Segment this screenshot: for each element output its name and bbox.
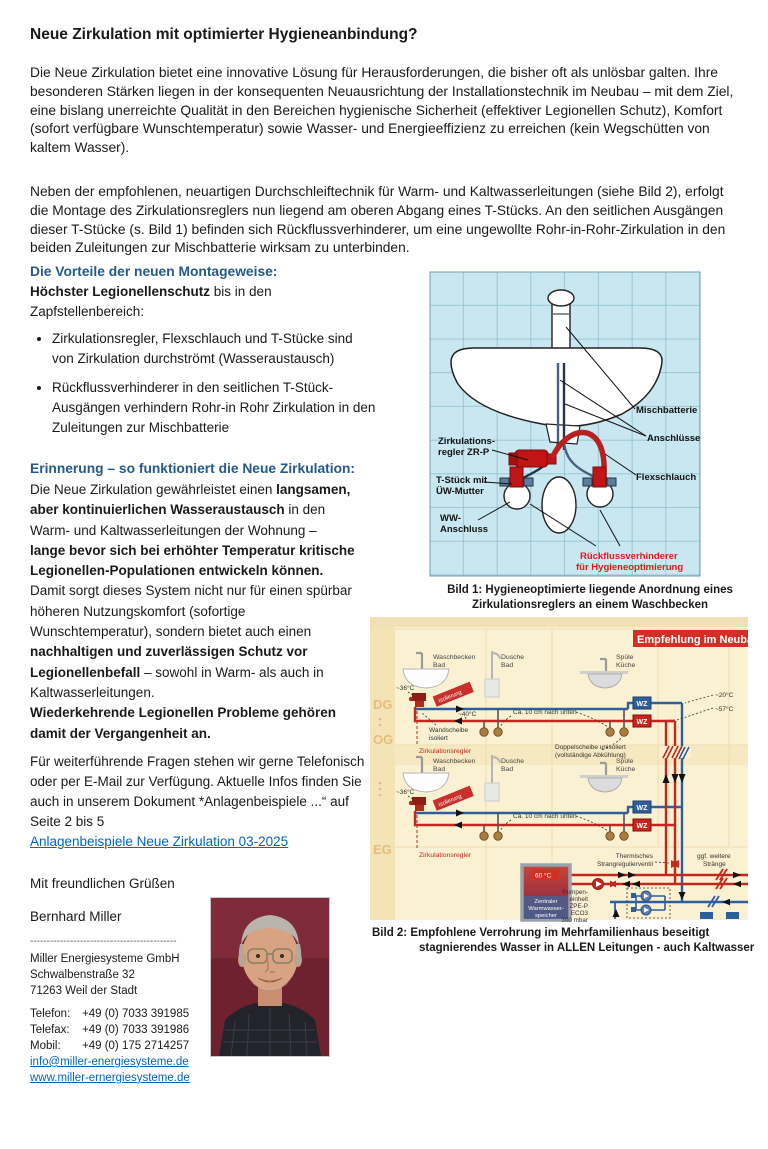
wz-label: WZ [636, 701, 648, 708]
label-waschbecken: Waschbecken [433, 654, 476, 661]
closing-greeting: Mit freundlichen Grüßen [30, 875, 175, 891]
label-spuele: Spüle [616, 758, 634, 765]
weblinks-block [30, 1054, 378, 1086]
label-isoliert: isoliert [429, 735, 448, 742]
eye [280, 954, 284, 958]
label-kueche: Küche [616, 662, 636, 669]
label-einheit: einheit [569, 896, 588, 903]
label-waschbecken-bad: Bad [433, 766, 446, 773]
label-eco3: ECO3 [570, 910, 588, 917]
label-rueckflussverhinderer-2: für Hygieneoptimierung [576, 562, 684, 573]
bild1-washbasin-diagram [430, 272, 700, 576]
portrait-photo [210, 897, 330, 1057]
label-dusche-bad: Bad [501, 662, 514, 669]
floor-label-dg: DG [373, 697, 393, 712]
label-tstueck-2: ÜW-Mutter [436, 486, 484, 497]
label-kueche: Küche [616, 766, 636, 773]
wz-label: WZ [636, 805, 648, 812]
contact-paragraph [30, 752, 378, 852]
valve-icon [480, 728, 488, 736]
label-rueckflussverhinderer: Rückflussverhinderer [580, 551, 678, 562]
bild1-caption-line2: Zirkulationsreglers an einem Waschbecken [471, 599, 709, 611]
label-waschbecken: Waschbecken [433, 758, 476, 765]
anlagenbeispiele-link[interactable]: Anlagenbeispiele Neue Zirkulation 03-2025 [30, 833, 289, 849]
valve-icon [494, 728, 502, 736]
phone-label: Mobil: [30, 1039, 61, 1052]
floor-band [370, 627, 395, 920]
montage-paragraph: Neben der empfohlenen, neuartigen Durchschleiftechnik für Warm- und Kaltwasserleitungen (siehe Bild 2), erfolgt die Montage des Zirkulationsreglers nun liegend am oberen Abgang eines T-Stücks. An den seitlichen Ausgängen dieser T-Stücke (s. Bild 1) befinden sich Rückflussverhinderer, um eine ungewollte Rohr-in-Rohr-Zirkulation in den beiden Zuleitungen zur Mischbatterie wirksam zu unterbinden. [30, 184, 726, 256]
erinnerung-paragraph: Die Neue Zirkulation gewährleistet einen langsamen, aber kontinuierlichen Wasseraustausch in den Warm- und Kaltwasserleitungen der Wohnung – lange bevor sich bei erhöhter Temperatur kritische Legionellen-Populationen entwickeln können. Damit sorgt dieses System nicht nur für einen spürbar höheren Nutzungskomfort (sofortige Wunschtemperatur), sondern bietet auch einen nachhaltigen und zuverlässigen Schutz vor Legionellenbefall – sowohl in Warm- als auch in Kaltwasserleitungen. Wiederkehrende Legionellen Probleme gehören damit der Vergangenheit an. [30, 482, 355, 741]
top-strip [370, 617, 748, 627]
valve-icon [494, 832, 502, 840]
bild2-caption-line1: Bild 2: Empfohlene Verrohrung im Mehrfamilienhaus beseitigt [372, 927, 710, 939]
phone-value: +49 (0) 7033 391986 [82, 1023, 190, 1036]
label-300mbar: 300 mbar [561, 917, 588, 924]
label-zirkulationsregler-2: regler ZR-P [438, 447, 490, 458]
sticker-text: Isolierung [437, 793, 463, 809]
shower-panel [485, 679, 499, 697]
phone-label: Telefax: [30, 1023, 70, 1036]
signature-name: Bernhard Miller [30, 908, 122, 924]
sticker-text: Isolierung [437, 689, 463, 705]
label-temp36: ~36°C [396, 685, 415, 692]
label-dusche: Dusche [501, 654, 525, 661]
label-doppelscheibe: Doppelscheibe unisoliert [555, 744, 626, 751]
vorteile-sub-bold: Höchster Legionellenschutz [30, 284, 211, 299]
label-temp40: ~40°C [458, 711, 477, 718]
label-60c: 60 °C [535, 872, 552, 880]
valve-icon [606, 728, 614, 736]
bild2-caption-line2: stagnierendes Wasser in ALLEN Leitungen - auch Kaltwasser [419, 942, 755, 954]
label-ww-anschluss: WW- [440, 513, 461, 524]
banner-label: Empfehlung im Neubau [637, 634, 760, 646]
vorteile-heading: Die Vorteile der neuen Montageweise: [30, 264, 278, 279]
contact-text: Für weiterführende Fragen stehen wir gerne Telefonisch oder per E-Mail zur Verfügung. Aktuelle Infos finden Sie auch in unserem Dokument *Anlagenbeispiele ...“ auf Seite 2 bis 5 [30, 753, 365, 829]
bild1-caption-line1: Bild 1: Hygieneoptimierte liegende Anordnung eines [447, 584, 733, 596]
company-city: 71263 Weil der Stadt [30, 984, 138, 997]
shower-panel [485, 783, 499, 801]
valve-icon [480, 832, 488, 840]
floor-label-og: OG [373, 732, 394, 747]
label-flexschlauch: Flexschlauch [636, 472, 697, 483]
bild2-caption [372, 926, 762, 956]
label-speicher-3: speicher [535, 913, 557, 919]
label-waschbecken-bad: Bad [433, 662, 446, 669]
benefit-item: • Rückflussverhinderer in den seitlichen T-Stück-Ausgängen verhindern Rohr-in Rohr Zirkulation in den Zuleitungen zur Mischbatterie [52, 378, 378, 438]
benefit-item: • Zirkulationsregler, Flexschlauch und T-Stücke sind von Zirkulation durchströmt (Wasseraustausch) [52, 329, 378, 369]
label-speicher-1: Zentraler [534, 899, 558, 905]
wz-label: WZ [636, 719, 648, 726]
eye [256, 954, 260, 958]
website-link[interactable]: www.miller-ernergiesysteme.de [30, 1071, 190, 1084]
label-dusche-bad: Bad [501, 766, 514, 773]
valve-icon [620, 728, 628, 736]
label-straenge: Stränge [703, 861, 726, 868]
phone-value: +49 (0) 7033 391985 [82, 1007, 190, 1020]
label-zirkulationsregler: Zirkulationsregler [419, 748, 472, 755]
label-mischbatterie: Mischbatterie [636, 405, 698, 416]
label-abkuehlung: (vollständige Abkühlung) [555, 752, 626, 759]
label-pumpen: Pumpen- [562, 889, 588, 896]
label-dusche: Dusche [501, 758, 525, 765]
intro-paragraph: Die Neue Zirkulation bietet eine innovative Lösung für Herausforderungen, die bisher oft als unlösbar galten. Ihre besonderen Stärken liegen in der konsequenten Neuausrichtung der Installationstechnik im Neubau – mit dem Ziel, eine bislang unerreichte Qualität in den Bereichen hygienische Sicherheit (effektiver Legionellen Schutz), Komfort (sofort verfügbare Wunschtemperatur) sowie Wasser- und Energieeffizienz zu erreichen (kein Wegschütten von kaltem Wasser). [30, 65, 734, 156]
label-anschluesse: Anschlüsse [647, 433, 701, 444]
siphon-column [542, 477, 576, 533]
label-speicher-2: Warmwasser- [528, 906, 564, 912]
bild2-piping-diagram [370, 617, 760, 924]
label-temp57: ~57°C [715, 706, 734, 713]
label-temp36: ~36°C [396, 789, 415, 796]
wz-label: WZ [636, 823, 648, 830]
bild1-caption [423, 583, 757, 613]
label-temp20: ~20°C [715, 692, 734, 699]
vorteile-sub-rest: bis in den Zapfstellenbereich: [30, 284, 272, 319]
label-strangregulierventil: Strangregulierventil [596, 861, 653, 868]
phone-value: +49 (0) 175 2714257 [82, 1039, 190, 1052]
label-zpep: ZPE-P [569, 903, 588, 910]
label-tstueck: T-Stück mit [436, 475, 488, 486]
company-name: Miller Energiesysteme GmbH [30, 952, 180, 965]
divider-dashes: -------------------------------------------- [30, 935, 177, 947]
label-ca10cm: Ca. 10 cm nach unten [513, 709, 577, 716]
label-ww-anschluss-2: Anschluss [440, 524, 489, 535]
label-zirkulationsregler: Zirkulationsregler [419, 852, 472, 859]
label-spuele: Spüle [616, 654, 634, 661]
label-zirkulationsregler: Zirkulations- [438, 436, 496, 447]
erinnerung-heading: Erinnerung – so funktioniert die Neue Zirkulation: [30, 461, 356, 476]
valve-icon [620, 832, 628, 840]
phone-label: Telefon: [30, 1007, 71, 1020]
label-wandscheibe: Wandscheibe [429, 727, 469, 734]
vorteile-subheading [30, 282, 378, 322]
page-title: Neue Zirkulation mit optimierter Hygieneanbindung? [30, 26, 418, 43]
label-ca10cm: Ca. 10 cm nach unten [513, 813, 577, 820]
valve-icon [606, 832, 614, 840]
label-thermisches: Thermisches [615, 853, 653, 860]
benefits-list [30, 329, 378, 438]
email-link[interactable]: info@miller-energiesysteme.de [30, 1055, 189, 1068]
floor-label-eg: EG [373, 842, 392, 857]
label-ggf-weitere: ggf. weitere [697, 853, 731, 860]
company-street: Schwalbenstraße 32 [30, 968, 135, 981]
